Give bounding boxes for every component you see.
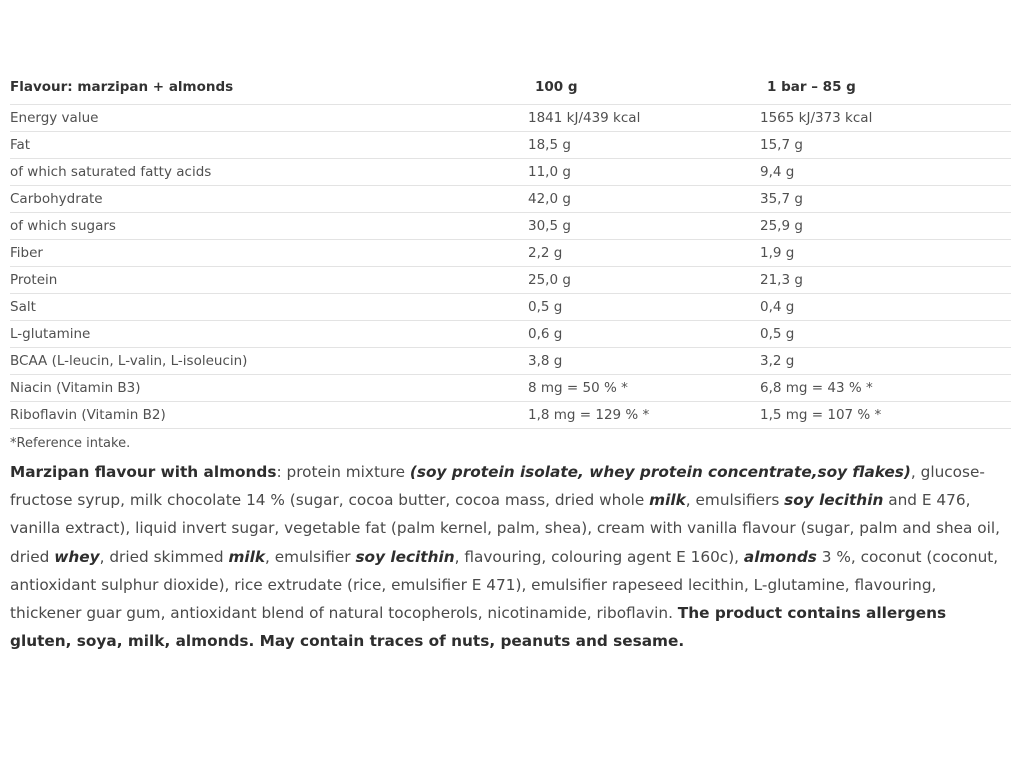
value-per-bar: 9,4 g bbox=[760, 159, 1011, 186]
ingredient-text: , emulsifiers bbox=[685, 491, 785, 510]
value-per-bar: 1,9 g bbox=[760, 240, 1011, 267]
header-per-100g: 100 g bbox=[528, 70, 760, 105]
nutrition-section bbox=[10, 70, 1011, 655]
nutrition-table bbox=[10, 70, 1011, 429]
value-per-100g: 0,5 g bbox=[528, 294, 760, 321]
nutrient-name: Fiber bbox=[10, 240, 528, 267]
nutrient-name: of which sugars bbox=[10, 213, 528, 240]
value-per-100g: 25,0 g bbox=[528, 267, 760, 294]
ingredient-emphasis: milk bbox=[228, 547, 266, 566]
ingredient-emphasis: milk bbox=[649, 491, 686, 510]
nutrient-name: Energy value bbox=[10, 105, 528, 132]
value-per-100g: 8 mg = 50 % * bbox=[528, 375, 760, 402]
ingredient-text: and E 476, vanilla extract), liquid invert sugar, vegetable fat (palm kernel, palm, shea), cream with vanilla flavour (sugar, palm and shea oil, dried bbox=[10, 491, 1001, 566]
value-per-100g: 1841 kJ/439 kcal bbox=[528, 105, 760, 132]
value-per-bar: 3,2 g bbox=[760, 348, 1011, 375]
ingredient-emphasis: Marzipan flavour with almonds bbox=[10, 463, 277, 481]
table-row bbox=[10, 402, 1011, 429]
nutrient-name: of which saturated fatty acids bbox=[10, 159, 528, 186]
ingredients-text bbox=[10, 458, 1011, 655]
table-row bbox=[10, 213, 1011, 240]
table-header-row bbox=[10, 70, 1011, 105]
reference-intake-note: *Reference intake. bbox=[10, 436, 131, 451]
ingredient-emphasis: soy lecithin bbox=[784, 491, 884, 510]
value-per-100g: 0,6 g bbox=[528, 321, 760, 348]
nutrient-name: Riboflavin (Vitamin B2) bbox=[10, 402, 528, 429]
nutrient-name: BCAA (L-leucin, L-valin, L-isoleucin) bbox=[10, 348, 528, 375]
value-per-bar: 0,4 g bbox=[760, 294, 1011, 321]
header-per-bar: 1 bar – 85 g bbox=[760, 70, 1011, 105]
ingredient-emphasis: almonds bbox=[743, 547, 817, 566]
table-row bbox=[10, 267, 1011, 294]
table-row bbox=[10, 132, 1011, 159]
ingredient-emphasis: soy lecithin bbox=[355, 547, 455, 566]
table-row bbox=[10, 375, 1011, 402]
table-row bbox=[10, 294, 1011, 321]
nutrient-name: Niacin (Vitamin B3) bbox=[10, 375, 528, 402]
value-per-bar: 21,3 g bbox=[760, 267, 1011, 294]
value-per-bar: 6,8 mg = 43 % * bbox=[760, 375, 1011, 402]
table-row bbox=[10, 348, 1011, 375]
value-per-bar: 25,9 g bbox=[760, 213, 1011, 240]
nutrient-name: Carbohydrate bbox=[10, 186, 528, 213]
ingredient-text: , glucose-fructose syrup, milk chocolate 14 % (sugar, cocoa butter, cocoa mass, dried whole bbox=[10, 463, 985, 510]
value-per-100g: 30,5 g bbox=[528, 213, 760, 240]
value-per-bar: 0,5 g bbox=[760, 321, 1011, 348]
value-per-100g: 42,0 g bbox=[528, 186, 760, 213]
table-row bbox=[10, 159, 1011, 186]
ingredient-text: , emulsifier bbox=[265, 547, 356, 566]
value-per-100g: 2,2 g bbox=[528, 240, 760, 267]
ingredient-text: , flavouring, colouring agent E 160c), bbox=[454, 547, 744, 566]
nutrient-name: Protein bbox=[10, 267, 528, 294]
value-per-100g: 3,8 g bbox=[528, 348, 760, 375]
value-per-100g: 1,8 mg = 129 % * bbox=[528, 402, 760, 429]
value-per-100g: 18,5 g bbox=[528, 132, 760, 159]
value-per-bar: 1,5 mg = 107 % * bbox=[760, 402, 1011, 429]
nutrient-name: L-glutamine bbox=[10, 321, 528, 348]
ingredient-emphasis: (soy protein isolate, whey protein concentrate,soy flakes) bbox=[409, 463, 911, 481]
value-per-bar: 35,7 g bbox=[760, 186, 1011, 213]
nutrient-name: Salt bbox=[10, 294, 528, 321]
table-row bbox=[10, 321, 1011, 348]
header-flavour: Flavour: marzipan + almonds bbox=[10, 70, 528, 105]
ingredient-emphasis: whey bbox=[54, 547, 100, 566]
ingredient-text: 3 %, coconut (coconut, antioxidant sulphur dioxide), rice extrudate (rice, emulsifier E 471), emulsifier rapeseed lecithin, L-glutamine, flavouring, thickener guar gum, antioxidant blend of natural tocopherols, nicotinamide, riboflavin. bbox=[10, 547, 999, 623]
table-row bbox=[10, 240, 1011, 267]
ingredient-text: : protein mixture bbox=[276, 463, 410, 481]
table-row bbox=[10, 105, 1011, 132]
ingredient-emphasis: The product contains allergens gluten, soya, milk, almonds. May contain traces of nuts, peanuts and sesame. bbox=[10, 604, 947, 651]
value-per-bar: 15,7 g bbox=[760, 132, 1011, 159]
value-per-bar: 1565 kJ/373 kcal bbox=[760, 105, 1011, 132]
nutrient-name: Fat bbox=[10, 132, 528, 159]
value-per-100g: 11,0 g bbox=[528, 159, 760, 186]
table-row bbox=[10, 186, 1011, 213]
ingredient-text: , dried skimmed bbox=[99, 547, 229, 566]
